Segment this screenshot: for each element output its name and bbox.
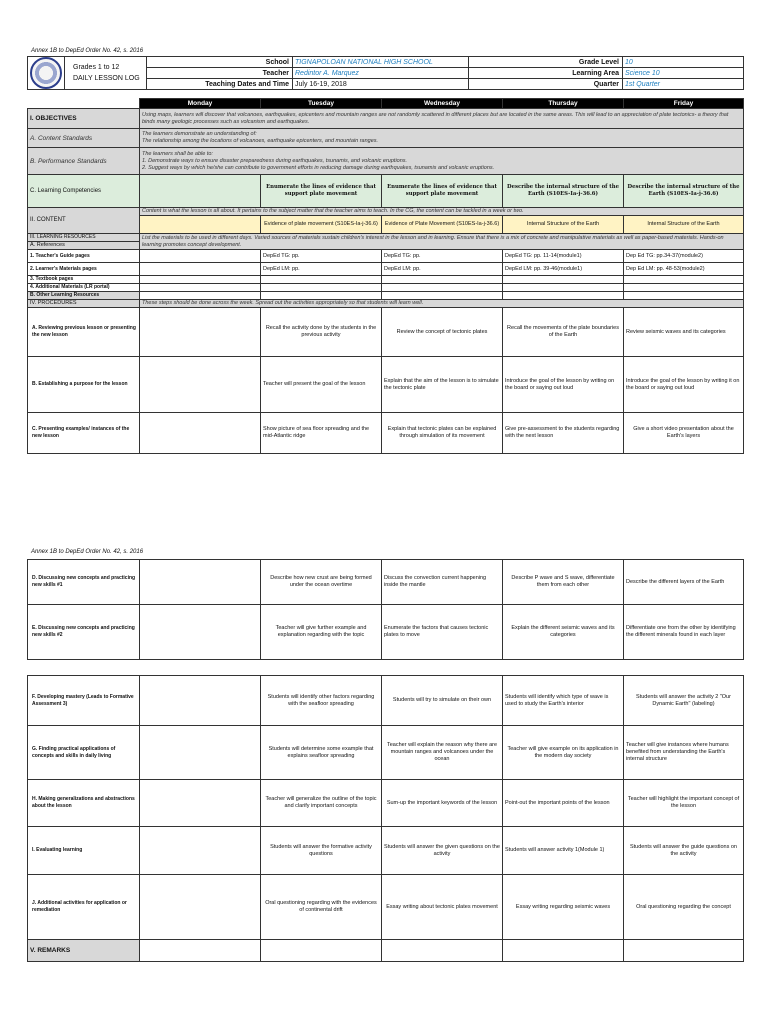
proc-h-thursday: Point-out the important points of the lesson <box>503 780 624 827</box>
other-resources-label: B. Other Learning Resources <box>28 292 140 300</box>
proc-i-tuesday: Students will answer the formative activity questions <box>261 827 382 875</box>
proc-c-tuesday: Show picture of sea floor spreading and the mid-Atlantic ridge <box>261 413 382 454</box>
tg-tuesday: DepEd TG: pp. <box>261 250 382 263</box>
proc-d-tuesday: Describe how new crust are being formed under the ocean overtime <box>261 560 382 605</box>
proc-h-tuesday: Teacher will generalize the outline of the topic and clarify important concepts <box>261 780 382 827</box>
proc-h-monday <box>140 780 261 827</box>
proc-h-label: H. Making generalizations and abstractions about the lesson <box>28 780 140 827</box>
school-label: School <box>147 57 293 68</box>
lm-tuesday: DepEd LM: pp. <box>261 263 382 276</box>
proc-b-monday <box>140 357 261 413</box>
proc-d-label: D. Discussing new concepts and practicing new skills #1 <box>28 560 140 605</box>
proc-f-tuesday: Students will identify other factors regarding with the seafloor spreading <box>261 676 382 726</box>
day-thursday: Thursday <box>503 99 624 109</box>
lesson-log-table-page1 <box>27 98 744 454</box>
proc-j-friday: Oral questioning regarding the concept <box>624 875 744 940</box>
proc-a-tuesday: Recall the activity done by the students in the previous activity <box>261 308 382 357</box>
proc-i-wednesday: Students will answer the given questions on the activity <box>382 827 503 875</box>
lm-thursday: DepEd LM: pp. 39-46(module1) <box>503 263 624 276</box>
competency-monday <box>140 175 261 208</box>
proc-j-label: J. Additional activities for application or remediation <box>28 875 140 940</box>
proc-c-friday: Give a short video presentation about the Earth's layers <box>624 413 744 454</box>
proc-b-label: B. Establishing a purpose for the lesson <box>28 357 140 413</box>
lm-wednesday: DepEd LM: pp. <box>382 263 503 276</box>
grade-level-value: 10 <box>623 57 744 68</box>
competency-tuesday: Enumerate the lines of evidence that support plate movement <box>261 175 382 208</box>
resources-note: List the materials to be used in different days. Varied sources of materials sustain children's interest in the lesson and in learning. Ensure that there is a mix of concrete and manipulative materials as well as paper-based materials. Hands-on learning promotes concept development. <box>140 234 744 250</box>
tg-thursday: DepEd TG: pp. 11-14(module1) <box>503 250 624 263</box>
proc-j-tuesday: Oral questioning regarding with the evidences of continental drift <box>261 875 382 940</box>
school-value: TIGNAPOLOAN NATIONAL HIGH SCHOOL <box>293 57 469 68</box>
content-standards-text: The learners demonstrate an understanding of: The relationship among the locations of volcanoes, earthquake epicenters, and mountain ranges. <box>140 129 744 148</box>
performance-standards-label: B. Performance Standards <box>28 148 140 175</box>
proc-b-thursday: Introduce the goal of the lesson by writing on the board or saying out loud <box>503 357 624 413</box>
proc-c-label: C. Presenting examples/ instances of the new lesson <box>28 413 140 454</box>
competency-friday: Describe the internal structure of the Earth (S10ES-Ia-j-36.6) <box>624 175 744 208</box>
day-wednesday: Wednesday <box>382 99 503 109</box>
dates-value: July 16-19, 2018 <box>293 79 469 90</box>
proc-j-monday <box>140 875 261 940</box>
content-wednesday: Evidence of Plate Movement (S10ES-Ia-j-36.6) <box>382 216 503 234</box>
learning-area-label: Learning Area <box>469 68 623 79</box>
dates-label: Teaching Dates and Time <box>147 79 293 90</box>
proc-g-monday <box>140 726 261 780</box>
content-note: Content is what the lesson is all about. It pertains to the subject matter that the teacher aims to teach. In the CG, the content can be tackled in a week or two. <box>140 208 744 216</box>
proc-i-monday <box>140 827 261 875</box>
objectives-label: I. OBJECTIVES <box>28 109 140 129</box>
proc-d-friday: Describe the different layers of the Earth <box>624 560 744 605</box>
tg-friday: Dep Ed TG: pp.34-37(module2) <box>624 250 744 263</box>
lesson-log-table-page2a <box>27 559 744 660</box>
proc-j-thursday: Essay writing regarding seismic waves <box>503 875 624 940</box>
quarter-label: Quarter <box>469 79 623 90</box>
proc-h-wednesday: Sum-up the important keywords of the lesson <box>382 780 503 827</box>
competency-wednesday: Enumerate the lines of evidence that support plate movement <box>382 175 503 208</box>
proc-f-wednesday: Students will try to simulate on their own <box>382 676 503 726</box>
corner-cell <box>28 99 140 109</box>
proc-d-monday <box>140 560 261 605</box>
proc-b-wednesday: Explain that the aim of the lesson is to simulate the tectonic plate <box>382 357 503 413</box>
proc-g-tuesday: Students will determine some example that explains seafloor spreading <box>261 726 382 780</box>
lesson-log-table-page2b <box>27 675 744 962</box>
objectives-text: Using maps, learners will discover that volcanoes, earthquakes, epicenters and mountain ranges are not randomly scattered in different places but are located in the same areas. This will lead to an appreciation of plate tectonics- a theory that binds many geologic processes such as volcanism and earthquakes. <box>140 109 744 129</box>
proc-a-thursday: Recall the movements of the plate boundaries of the Earth <box>503 308 624 357</box>
proc-b-friday: Introduce the goal of the lesson by writing it on the board or saying out loud <box>624 357 744 413</box>
lm-friday: Dep Ed LM: pp. 48-53(module2) <box>624 263 744 276</box>
annex-reference: Annex 1B to DepEd Order No. 42, s. 2016 <box>31 48 144 54</box>
content-monday <box>140 216 261 234</box>
proc-c-thursday: Give pre-assessment to the students regarding with the next lesson <box>503 413 624 454</box>
learning-area-value: Science 10 <box>623 68 744 79</box>
textbook-label: 3. Textbook pages <box>28 276 140 284</box>
proc-h-friday: Teacher will highlight the important concept of the lesson <box>624 780 744 827</box>
tg-label: 1. Teacher's Guide pages <box>28 250 140 263</box>
proc-f-friday: Students will answer the activity 2 "Our Dynamic Earth" (labeling) <box>624 676 744 726</box>
content-thursday: Internal Structure of the Earth <box>503 216 624 234</box>
proc-g-thursday: Teacher will give example on its application in the modern day society <box>503 726 624 780</box>
tg-monday <box>140 250 261 263</box>
proc-e-wednesday: Enumerate the factors that causes tectonic plates to move <box>382 605 503 660</box>
header-table <box>27 56 744 90</box>
competency-thursday: Describe the internal structure of the Earth (S10ES-Ia-j-36.6) <box>503 175 624 208</box>
proc-i-label: I. Evaluating learning <box>28 827 140 875</box>
proc-a-friday: Review seismic waves and its categories <box>624 308 744 357</box>
competencies-label: C. Learning Competencies <box>28 175 140 208</box>
content-label: II. CONTENT <box>28 208 140 234</box>
proc-d-wednesday: Discuss the convection current happening inside the mantle <box>382 560 503 605</box>
annex-reference-page2: Annex 1B to DepEd Order No. 42, s. 2016 <box>31 549 144 555</box>
doc-title: DAILY LESSON LOG <box>73 75 140 82</box>
proc-a-wednesday: Review the concept of tectonic plates <box>382 308 503 357</box>
proc-e-monday <box>140 605 261 660</box>
proc-g-friday: Teacher will give instances where humans benefited from understanding the Earth's internal structure <box>624 726 744 780</box>
teacher-label: Teacher <box>147 68 293 79</box>
proc-e-thursday: Explain the different seismic waves and its categories <box>503 605 624 660</box>
content-tuesday: Evidence of plate movement (S10ES-Ia-j-36.6) <box>261 216 382 234</box>
proc-e-friday: Differentiate one from the other by identifying the different minerals found in each layer <box>624 605 744 660</box>
day-tuesday: Tuesday <box>261 99 382 109</box>
proc-f-monday <box>140 676 261 726</box>
lm-monday <box>140 263 261 276</box>
proc-e-label: E. Discussing new concepts and practicing new skills #2 <box>28 605 140 660</box>
content-standards-label: A. Content Standards <box>28 129 140 148</box>
proc-f-thursday: Students will identify which type of wave is used to study the Earth's interior <box>503 676 624 726</box>
content-friday: Internal Structure of the Earth <box>624 216 744 234</box>
procedures-note: These steps should be done across the week. Spread out the activities appropriately so that students will learn well. <box>140 300 744 308</box>
proc-g-label: G. Finding practical applications of concepts and skills in daily living <box>28 726 140 780</box>
proc-d-thursday: Describe P wave and S wave, differentiate them from each other <box>503 560 624 605</box>
proc-i-thursday: Students will answer activity 1(Module 1) <box>503 827 624 875</box>
grade-level-label: Grade Level <box>469 57 623 68</box>
proc-a-label: A. Reviewing previous lesson or presenting the new lesson <box>28 308 140 357</box>
quarter-value: 1st Quarter <box>623 79 744 90</box>
proc-c-wednesday: Explain that tectonic plates can be explained through simulation of its movement <box>382 413 503 454</box>
deped-logo <box>28 57 65 90</box>
tg-wednesday: DepEd TG: pp. <box>382 250 503 263</box>
proc-g-wednesday: Teacher will explain the reason why there are mountain ranges and volcanoes under the ocean <box>382 726 503 780</box>
procedures-label: IV. PROCEDURES <box>28 300 140 308</box>
deped-seal-icon <box>30 57 62 89</box>
proc-c-monday <box>140 413 261 454</box>
additional-materials-label: 4. Additional Materials (LR portal) <box>28 284 140 292</box>
day-friday: Friday <box>624 99 744 109</box>
proc-f-label: F. Developing mastery (Leads to Formative Assessment 3) <box>28 676 140 726</box>
proc-j-wednesday: Essay writing about tectonic plates movement <box>382 875 503 940</box>
references-label: A. References <box>28 242 140 250</box>
proc-b-tuesday: Teacher will present the goal of the lesson <box>261 357 382 413</box>
remarks-label: V. REMARKS <box>28 940 140 962</box>
proc-e-tuesday: Teacher will give further example and explanation regarding with the topic <box>261 605 382 660</box>
doc-title-cell <box>65 57 147 90</box>
day-monday: Monday <box>140 99 261 109</box>
resources-label: III. LEARNING RESOURCES <box>28 234 140 242</box>
proc-a-monday <box>140 308 261 357</box>
performance-standards-text: The learners shall be able to: 1. Demonstrate ways to ensure disaster preparedness during earthquakes, tsunamis, and volcanic eruptions. 2. Suggest ways by which he/she can contribute to government efforts in reducing damage during earthquakes, tsunamis and volcanic eruptions. <box>140 148 744 175</box>
proc-i-friday: Students will answer the guide questions on the activity <box>624 827 744 875</box>
teacher-value: Redintor A. Marquez <box>293 68 469 79</box>
grades-text: Grades 1 to 12 <box>73 64 120 71</box>
lm-label: 2. Learner's Materials pages <box>28 263 140 276</box>
